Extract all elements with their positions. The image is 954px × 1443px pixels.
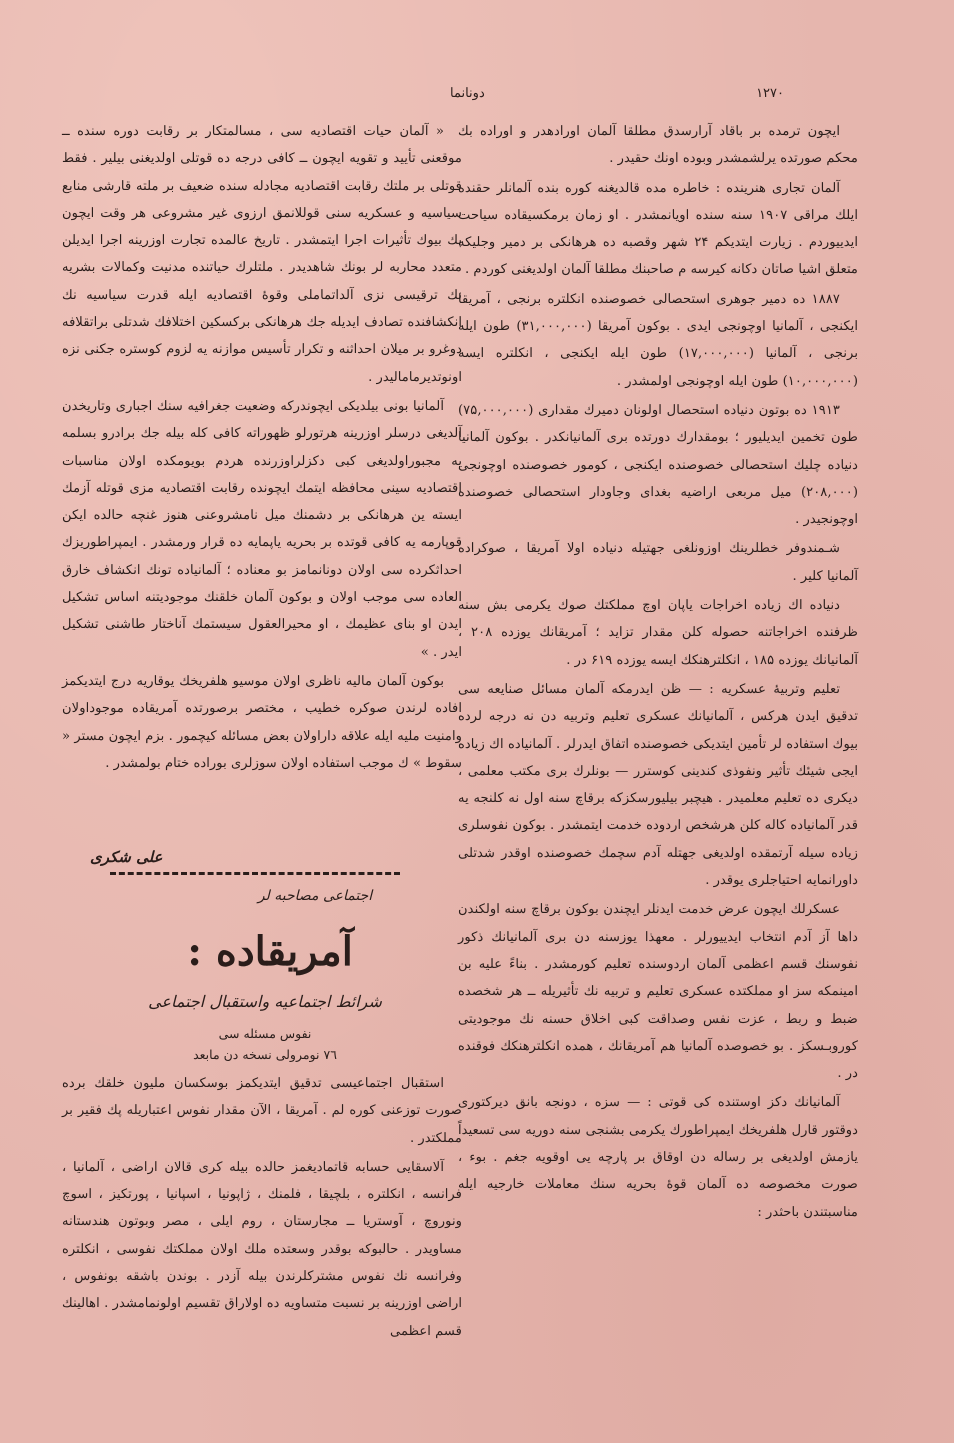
paragraph: شـمندوفر خطلرینك اوزونلغی جهتیله دنیاده اولا آمریقا ، صوکراده آلمانیا کلیر . xyxy=(458,541,858,584)
paragraph: آلمانیانك دکز اوستنده کی قوتی : — سزه ، دونجه بانق دیرکتوری دوقتور قارل هلفریخك ایمپراطورك یکرمی بشنجی سنه دوریه سی تسعیداً یازمش اولدیغی بر رساله دن اوقاق بر پارچه یی اوقویه جغم . بوء ، صورت مخصوصه ده آلمان قوهٔ بحریه سنك معاملات خارجیه ایله مناسبتندن باحثدر : xyxy=(458,1095,858,1220)
paragraph: ۱۸۸۷ ده دمیر جوهری استحصالی خصوصنده انکلتره برنجی ، آمریقا ایکنجی ، آلمانیا اوچونجی ایدی . بوکون آمریقا (۳۱,۰۰۰,۰۰۰) طون ایله برنجی ، آلمانیا (۱۷,۰۰۰,۰۰۰) طون ایله ایکنجی ، انکلتره ایسه (۱۰,۰۰۰,۰۰۰) طون ایله اوچونجی اولمشدر . xyxy=(458,291,859,389)
right-column xyxy=(458,118,858,1228)
paragraph: ایچون ترمده بر باقاد آرارسدق مطلقا آلمان اورادهدر و اوراده بك محکم صورتده یرلشمشدر وبوده اونك حقیدر . xyxy=(458,124,858,167)
paragraph: عسکرلك ایچون عرض خدمت ایدنلر ایچندن بوکون برقاچ سنه اولکندن داها آز آدم انتخاب ایدییورلر . معهذا یوزسنه دن بری آلمانیانك ذکور نفوسنك قسم اعظمی آلمان اردوسنده تعلیم کورمشدر . بناءً علیه بن امینمکه سز او مملکتده عسکری تعلیم و تربیه نك تأثیریله ــ هر شخصده ضبط و ربط ، عزت نفس وصداقت کبی اخلاق حسنه نك موجودیتی کوروبـسکز . بو خصوصده آلمانیا هم آمریقانك ، همده انکلترهنکك فوقنده در . xyxy=(458,902,858,1082)
section-divider xyxy=(110,872,400,875)
running-title: دونانما xyxy=(450,86,485,101)
page-number: ۱۲۷۰ xyxy=(756,86,784,101)
paragraph: بوکون آلمان مالیه ناظری اولان موسیو هلفریخك یوقاریه درج ایتدیکمز افاده لرندن صوکره خطیب ، مختصر برصورتده آمریقاده موجوداولان وامنیت ملیه ایله علاقه داراولان بعض مسائله کیچمور . بزم ایچون مستر « سقوط » ك موجب استفاده اولان سوزلری بوراده ختام بولمشدر . xyxy=(62,673,462,771)
page-header xyxy=(60,86,894,110)
left-column-bottom xyxy=(62,1070,462,1347)
paragraph: « آلمان حیات اقتصادیه سی ، مسالمتکار بر رقابت دوره سنده ــ موقعنی تأیید و تقویه ایچون ــ کافی درجه ده قوتلی اولدیغنی بیلیر . فقط قوتلی بر ملتك رقابت اقتصادیه مجادله سنده ضعیف بر ملته قارشی منابع سیاسیه و عسکریه سنی قوللانمق ارزوی غیر مشروعی هر وقت ایچون پك بیوك تأثیرات اجرا ایتمشدر . تاریخ عالمده تجارت اوزرینه اجرا ایدیلن متعدد محاربه لر بونك شاهدیدر . ملتلرك حیاتنده مدنیت وکمالات بشریه نك ترقیسی نزی آلداتماملی وقوهٔ اقتصادیه ایله قدرت سیاسیه نك انکشافنده تصادف ایدیله جك هرهانکی برکسکین اختلافك شدتلی براتقلافه دوغرو بر میلان احداثنه و تکرار تأسیس موازنه یه لزوم کوستره جکنی نزه اونوتدیرمامالیدر . xyxy=(62,124,462,385)
paragraph: دنیاده اك زیاده اخراجات یاپان اوچ مملکتك صوك یکرمی بش سنه ظرفنده اخراجاتنه حصوله کلن مقدار تزاید ؛ آمریقانك یوزده ۲۰۸ ، آلمانیانك یوزده ۱۸۵ ، انکلترهنکك ایسه یوزده ۶۱۹ در . xyxy=(458,598,858,668)
paragraph: آلمانیا بونی بیلدیکی ایچوندرکه وضعیت جغرافیه سنك اجباری وتاریخدن آلدیغی درسلر اوزرینه هرتورلو ظهوراته کافی کله بیله جك برادرو بسلمه یه مجبوراولدیغی کبی دکزلراوزرنده هردم بویومکده اولان مناسبات اقتصادیه سینی محافظه ایتمك ایچونده رقابت اقتصادیه مزی قوتله آزمك ایسته ین هرهانکی بر دشمنك میل نامشروعنی هنوز غنچه حالده ایکن قوپارمه یه کافی قوتده بر بحریه یاپمایه ده قرار ورمشدر . ایمپراطوریزك احداثکرده سی اولان دونانمامز بو معناده ؛ آلمانیاده تونك انکشاف خارق العاده سی موجب اولان و بوکون آلمان خلقنك موجودیتنه اساس تشکیل ایدن او بنای عظیمك ، او محیرالعقول سیستمك آناختار طاشنی تشکیل ایدر . » xyxy=(62,398,462,660)
paragraph: استقبال اجتماعیسی تدقیق ایتدیکمز بوسکسان ملیون خلقك برده صورت توزعنی کوره لم . آمریقا ، الآن مقدار نفوس اعتباریله پك فقیر بر مملکتدر . xyxy=(62,1076,462,1146)
article-subtitle: شرائط اجتماعیه واستقبال اجتماعی xyxy=(148,992,382,1011)
author-signature: علی شکری xyxy=(90,848,163,866)
paragraph: تعلیم وتربیهٔ عسکریه : — ظن ایدرمکه آلمان مسائل صنایعه سی تدقیق ایدن هرکس ، آلمانیانك عسکری تعلیم وتربیه دن نه درجه لرده بیوك استفاده لر تأمین ایتدیکی خصوصنده اتفاق ایدرلر . آلمانیاده اك زیاده ایجی شیئك تأثیر ونفوذی کندینی کوسترر — بونلرك بری مکتب معلمی ، دیکری ده تعلیم معلمیدر . هیچبر بیلیورسکزکه برقاچ سنه اول نه کلنجه یه قدر آلمانیاده کاله کلن هرشخص اردوده خدمت ایتمشدر . بوکون نفوسلری زیاده سیله آرتمقده اولدیغی جهتله آدم سچمك خصوصنده اوقدر شدتلی داورانمایه احتیاجلری یوقدر . xyxy=(458,681,858,889)
paragraph: آلاسقایی حسابه قاتمادیغمز حالده بیله کری قالان اراضی ، آلمانیا ، فرانسه ، انکلتره ، بلچیقا ، فلمنك ، ژاپونیا ، اسپانیا ، پورتکیز ، اسوچ ونوروچ ، آوستریا ــ مجارستان ، روم ایلی ، مصر وبوتون هندستانه مساویدر . حالبوکه بوقدر وسعتده ملك اولان مملکتك نفوسی ، انکلتره وفرانسه نك نفوس مشترکلرندن بیله آزدر . بوندن باشقه بونفوس ، اراضی اوزرینه بر نسبت متساویه ده اولاراق تقسیم اولونمامشدر . اهالینك قسم اعظمی xyxy=(62,1159,462,1339)
article-topic: نفوس مسئله سی xyxy=(218,1026,312,1041)
article-title: آمریقاده : xyxy=(187,928,353,975)
paragraph: آلمان تجاری هنرینده : خاطره مده قالدیغنه کوره بنده آلمانلر حقنده ایلك مراقی ۱۹۰۷ سنه سنده اویانمشدر . او زمان برمکسیقاده سیاحت ایدییوردم . زیارت ایتدیکم ۲۴ شهر وقصبه ده هرهانکی بر دمیر وجلیکه متعلق اشیا صاتان دکانه کیرسه م صاحبنك مطلقا آلمان اولدیغنی کوردم . xyxy=(458,180,859,278)
paragraph: ۱۹۱۳ ده بوتون دنیاده استحصال اولونان دمیرك مقداری (۷۵,۰۰۰,۰۰۰) طون تخمین ایدیلیور ؛ بومقدارك دورتده بری آلمانیانکدر . بوکون آلمانیا دنیاده چلیك استحصالی خصوصنده ایکنجی ، کومور خصوصنده اوچونجی (۲۰۸,۰۰۰) میل مربعی اراضیه بغدای وجاودار استحصالی خصوصنده اوچونجیدر . xyxy=(458,402,858,528)
continuation-note: ۷٦ نومرولی نسخه دن مابعد xyxy=(193,1047,337,1062)
left-column-top xyxy=(62,118,462,779)
section-label: اجتماعی مصاحبه لر xyxy=(257,888,373,904)
